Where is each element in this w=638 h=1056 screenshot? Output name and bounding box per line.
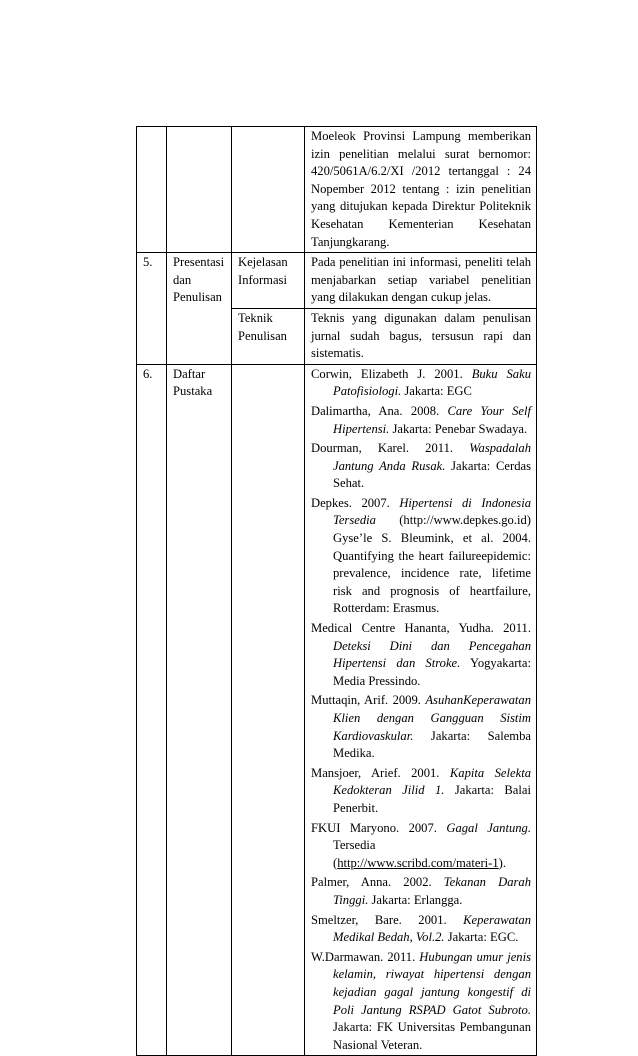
aspect-presentasi: Presentasi dan Penulisan (167, 253, 232, 365)
reference-list (305, 364, 537, 1056)
reference-item: FKUI Maryono. 2007. Gagal Jantung. Tersedia (http://www.scribd.com/materi-1). (311, 820, 531, 870)
reference-item: Medical Centre Hananta, Yudha. 2011. Deteksi Dini dan Pencegahan Hipertensi dan Stroke. Yogyakarta: Media Pressindo. (311, 621, 531, 688)
reference-item: Palmer, Anna. 2002. Tekanan Darah Tinggi. Jakarta: Erlangga. (311, 875, 531, 907)
reference-link[interactable]: http://www.scribd.com/materi-1 (337, 855, 499, 870)
sub-aspect-kejelasan: Kejelasan Informasi (232, 253, 305, 309)
evaluation-table (136, 126, 537, 1056)
continued-description: Moeleok Provinsi Lampung memberikan izin penelitian melalui surat bernomor: 420/5061A/6.2/XI /2012 tertanggal : 24 Nopember 2012 tentang : izin penelitian yang ditujukan kepada Direktur Politeknik Kesehatan Kementerian Kesehatan Tanjungkarang. (305, 127, 537, 253)
cell-aspect-empty (167, 127, 232, 253)
description-kejelasan: Pada penelitian ini informasi, peneliti telah menjabarkan setiap variabel penelitian yang dilakukan dengan cukup jelas. (305, 253, 537, 309)
aspect-daftar-pustaka: Daftar Pustaka (167, 364, 232, 1056)
sub-aspect-teknik: Teknik Penulisan (232, 308, 305, 364)
reference-item: Smeltzer, Bare. 2001. Keperawatan Medikal Bedah, Vol.2. Jakarta: EGC. (311, 912, 531, 945)
table-row-continued (137, 127, 537, 253)
row-number-5: 5. (137, 253, 167, 365)
cell-num-empty (137, 127, 167, 253)
cell-sub-empty (232, 127, 305, 253)
reference-item: Dourman, Karel. 2011. Waspadalah Jantung Anda Rusak. Jakarta: Cerdas Sehat. (311, 441, 531, 491)
reference-item: Muttaqin, Arif. 2009. AsuhanKeperawatan Klien dengan Gangguan Sistim Kardiovaskular. Jakarta: Salemba Medika. (311, 693, 531, 761)
cell-sub-empty-6 (232, 364, 305, 1056)
reference-item: Mansjoer, Arief. 2001. Kapita Selekta Kedokteran Jilid 1. Jakarta: Balai Penerbit. (311, 765, 531, 815)
row-number-6: 6. (137, 364, 167, 1056)
reference-item: Corwin, Elizabeth J. 2001. Buku Saku Patofisiologi. Jakarta: EGC (311, 366, 531, 399)
table-row-5a (137, 253, 537, 309)
table-row-6 (137, 364, 537, 1056)
reference-item: W.Darmawan. 2011. Hubungan umur jenis kelamin, riwayat hipertensi dengan kejadian gagal jantung kongestif di Poli Jantung RSPAD Gatot Subroto. Jakarta: FK Universitas Pembangunan Nasional Veteran. (311, 949, 531, 1052)
reference-item: Dalimartha, Ana. 2008. Care Your Self Hipertensi. Jakarta: Penebar Swadaya. (311, 403, 531, 436)
description-teknik: Teknis yang digunakan dalam penulisan jurnal sudah bagus, tersusun rapi dan sistematis. (305, 308, 537, 364)
reference-item: Depkes. 2007. Hipertensi di Indonesia Tersedia (http://www.depkes.go.id) Gyse’le S. Bleumink, et al. 2004. Quantifying the heart failureepidemic: prevalence, incidence rate, lifetime risk and prognosis of heartfailure, Rotterdam: Erasmus. (311, 495, 531, 616)
